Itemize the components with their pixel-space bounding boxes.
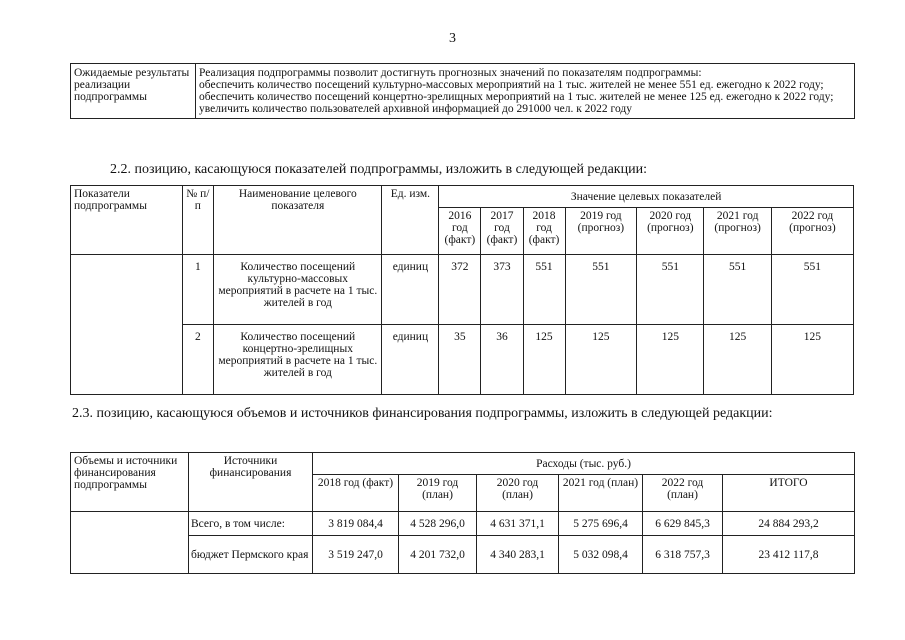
row-number: 2 — [182, 325, 214, 395]
year-header: 2022 год (прогноз) — [771, 208, 853, 255]
year-header: 2020 год (план) — [477, 475, 559, 512]
indicators-header: Показатели подпрограммы — [71, 186, 183, 255]
table-row — [71, 536, 855, 574]
expected-results-line: увеличить количество пользователей архивной информацией до 291000 чел. к 2022 году — [199, 103, 632, 115]
year-header: 2019 год (прогноз) — [565, 208, 637, 255]
value-cell: 551 — [637, 255, 704, 325]
amount-cell: 6 318 757,3 — [643, 536, 723, 574]
amount-cell: 5 032 098,4 — [559, 536, 643, 574]
year-header: 2016 год (факт) — [439, 208, 481, 255]
value-cell: 551 — [771, 255, 853, 325]
source-cell: Всего, в том числе: — [189, 512, 313, 536]
table-row — [71, 512, 855, 536]
table-row — [71, 325, 854, 395]
value-cell: 125 — [565, 325, 637, 395]
amount-cell: 6 629 845,3 — [643, 512, 723, 536]
amount-cell: 4 528 296,0 — [399, 512, 477, 536]
expected-results-table — [70, 63, 855, 119]
indicator-name-header: Наименование целевого показателя — [214, 186, 382, 255]
expected-results-label: Ожидаемые результаты реализации подпрограммы — [71, 64, 196, 119]
row-number: 1 — [182, 255, 214, 325]
page-number: 3 — [449, 31, 456, 46]
year-header: 2020 год (прогноз) — [637, 208, 704, 255]
empty-cell — [71, 325, 183, 395]
value-cell: 373 — [481, 255, 523, 325]
expected-results-line: Реализация подпрограммы позволит достигнуть прогнозных значений по показателям подпрограммы: — [199, 67, 702, 79]
empty-cell — [71, 255, 183, 325]
indicators-table — [70, 185, 854, 395]
unit: единиц — [382, 255, 439, 325]
year-header: 2021 год (план) — [559, 475, 643, 512]
table-row — [71, 255, 854, 325]
unit: единиц — [382, 325, 439, 395]
year-header: 2019 год (план) — [399, 475, 477, 512]
indicator-name: Количество посещений концертно-зрелищных мероприятий в расчете на 1 тыс. жителей в год — [214, 325, 382, 395]
unit-header: Ед. изм. — [382, 186, 439, 255]
expected-results-text — [196, 64, 855, 119]
sources-header: Источники финансирования — [189, 453, 313, 512]
empty-cell — [71, 512, 189, 536]
section-2-2-heading: 2.2. позицию, касающуюся показателей подпрограммы, изложить в следующей редакции: — [110, 162, 647, 177]
year-header: 2018 год (факт) — [313, 475, 399, 512]
values-header: Значение целевых показателей — [439, 186, 854, 208]
amount-cell: 23 412 117,8 — [723, 536, 855, 574]
source-cell: бюджет Пермского края — [189, 536, 313, 574]
amount-cell: 5 275 696,4 — [559, 512, 643, 536]
section-2-3-heading: 2.3. позицию, касающуюся объемов и источников финансирования подпрограммы, изложить в следующей редакции: — [72, 406, 773, 421]
year-header: 2018 год (факт) — [523, 208, 565, 255]
expected-results-line: обеспечить количество посещений культурно-массовых мероприятий на 1 тыс. жителей не менее 551 ед. ежегодно к 2022 году; — [199, 79, 824, 91]
amount-cell: 3 819 084,4 — [313, 512, 399, 536]
value-cell: 125 — [704, 325, 771, 395]
expenses-header: Расходы (тыс. руб.) — [313, 453, 855, 475]
amount-cell: 3 519 247,0 — [313, 536, 399, 574]
value-cell: 35 — [439, 325, 481, 395]
total-header: ИТОГО — [723, 475, 855, 512]
amount-cell: 4 201 732,0 — [399, 536, 477, 574]
volumes-header: Объемы и источники финансирования подпрограммы — [71, 453, 189, 512]
number-header: № п/п — [182, 186, 214, 255]
value-cell: 125 — [771, 325, 853, 395]
expected-results-line: обеспечить количество посещений концертно-зрелищных мероприятий на 1 тыс. жителей не менее 125 ед. ежегодно к 2022 году; — [199, 91, 834, 103]
value-cell: 551 — [565, 255, 637, 325]
value-cell: 372 — [439, 255, 481, 325]
value-cell: 125 — [523, 325, 565, 395]
indicator-name: Количество посещений культурно-массовых мероприятий в расчете на 1 тыс. жителей в год — [214, 255, 382, 325]
amount-cell: 24 884 293,2 — [723, 512, 855, 536]
financing-table — [70, 452, 855, 574]
year-header: 2022 год (план) — [643, 475, 723, 512]
empty-cell — [71, 536, 189, 574]
value-cell: 551 — [704, 255, 771, 325]
amount-cell: 4 340 283,1 — [477, 536, 559, 574]
value-cell: 551 — [523, 255, 565, 325]
amount-cell: 4 631 371,1 — [477, 512, 559, 536]
year-header: 2021 год (прогноз) — [704, 208, 771, 255]
value-cell: 36 — [481, 325, 523, 395]
value-cell: 125 — [637, 325, 704, 395]
year-header: 2017 год (факт) — [481, 208, 523, 255]
